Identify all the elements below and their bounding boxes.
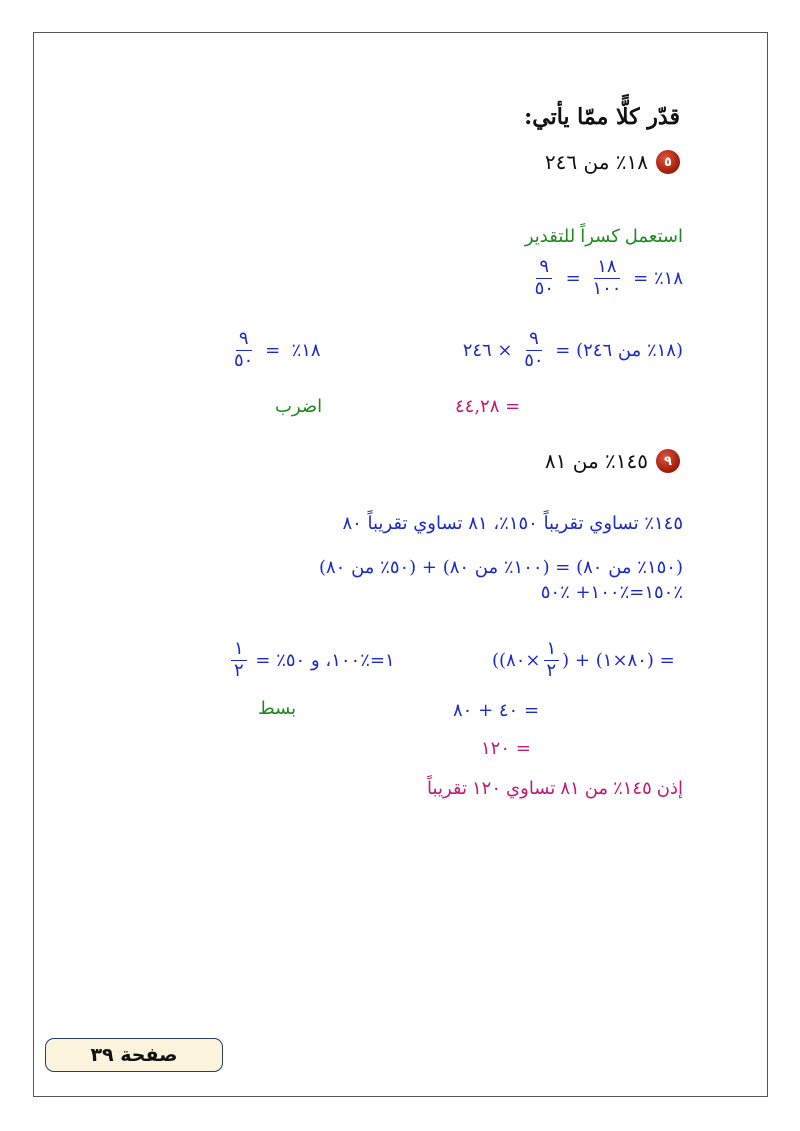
result-line: ٤٤,٢٨ = (455, 396, 521, 417)
problem-9 (545, 449, 680, 473)
problem-5 (545, 150, 680, 174)
fraction-9-50-b: $\frac{٩}{٥٠}$ (234, 328, 254, 371)
page-number-label: صفحة ٣٩ (90, 1044, 178, 1066)
equation-percent-fraction: $\frac{٩}{٥٠}$ = ٪١٨ (228, 330, 321, 371)
decomposition-line: (١٥٠٪ من ٨٠) = (١٠٠٪ من ٨٠) + (٥٠٪ من ٨٠) (318, 557, 683, 578)
step-label-multiply: اضرب (275, 396, 323, 416)
equation-fraction-conversion: $\frac{٩}{٥٠}$ = $\frac{١٨}{١٠٠}$ = ٪١٨ (529, 258, 683, 299)
step-label-simplify: بسط (258, 698, 297, 718)
problem-9-badge: ٩ (656, 449, 680, 473)
expression-line: ( (٨٠× $\frac{١}{٢}$ ) + (٨٠×١) = (492, 638, 675, 681)
fraction-18-100: $\frac{١٨}{١٠٠}$ (592, 256, 622, 299)
page-number-box (45, 1038, 223, 1072)
equation-estimate-product: ٢٤٦ × $\frac{٩}{٥٠}$ = (١٨٪ من ٢٤٦) (462, 328, 683, 371)
total-line: ١٢٠ = (481, 738, 531, 759)
problem-5-text: ١٨٪ من ٢٤٦ (544, 150, 648, 174)
fact-equivalences: $\frac{١}{٢}$ = ٪٥٠ ١=٪١٠٠، و (228, 640, 395, 681)
sum-line: ٤٠ + ٨٠ = (453, 700, 540, 721)
conclusion-text: إذن ١٤٥٪ من ٨١ تساوي ١٢٠ تقريباً (427, 778, 683, 798)
approximation-line: ١٤٥٪ تساوي تقريباً ١٥٠٪، ٨١ تساوي تقريباً ٨٠ (342, 513, 683, 534)
hint-text: استعمل كسراً للتقدير (524, 226, 683, 246)
fraction-1-2-b: $\frac{١}{٢}$ (544, 640, 560, 681)
problem-5-badge: ٥ (656, 150, 680, 174)
percent-sum-line: ٪١٥٠=٪١٠٠+ ٪٥٠ (540, 582, 683, 603)
exercise-heading: قدّر كلًّا ممّا يأتي: (524, 104, 680, 130)
problem-9-text: ١٤٥٪ من ٨١ (544, 449, 648, 473)
fraction-1-2: $\frac{١}{٢}$ (231, 640, 247, 681)
fraction-9-50-c: $\frac{٩}{٥٠}$ (524, 328, 544, 371)
fraction-9-50: $\frac{٩}{٥٠}$ (534, 256, 554, 299)
